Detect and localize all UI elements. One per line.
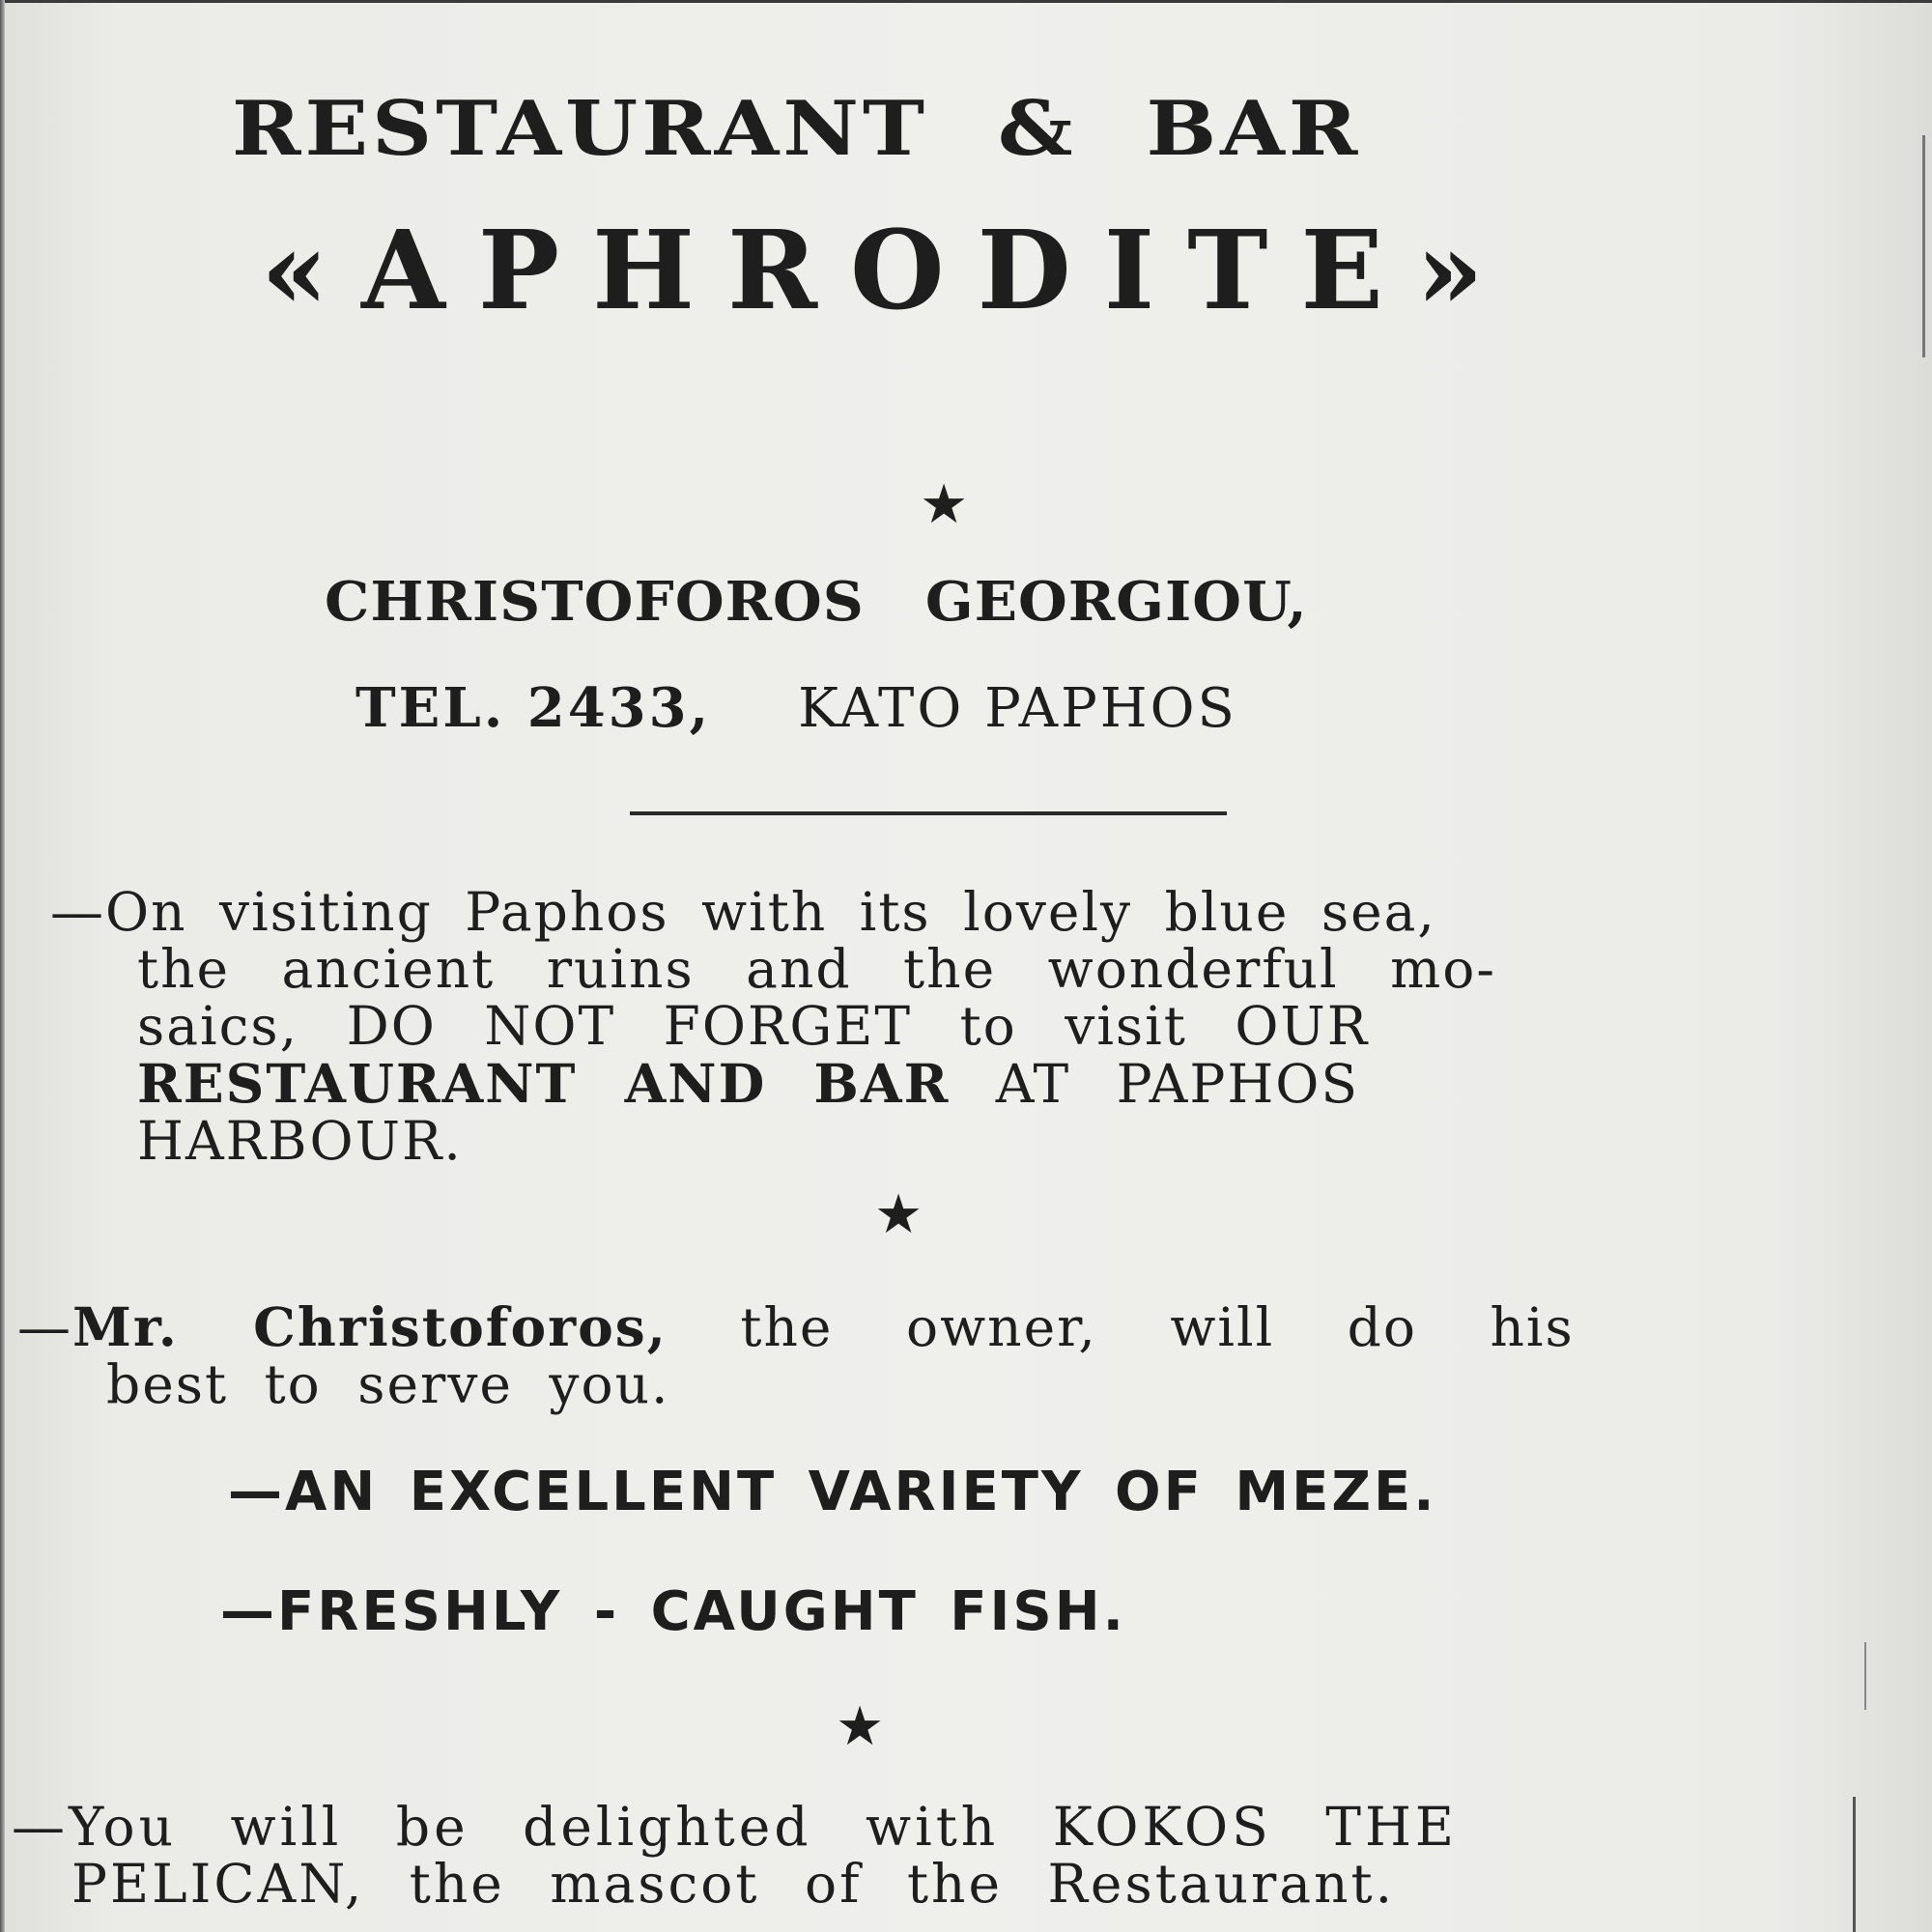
- para1-line3: saics, DO NOT FORGET to visit OUR: [137, 995, 1370, 1057]
- feature-fish: —FRESHLY - CAUGHT FISH.: [220, 1580, 1126, 1643]
- divider-rule: [630, 811, 1227, 815]
- telephone: TEL. 2433,: [355, 676, 712, 740]
- para2-line1: [17, 1295, 1575, 1358]
- scan-edge-top: [0, 0, 1932, 3]
- owner-name: CHRISTOFOROS GEORGIOU,: [325, 570, 1308, 634]
- para2-line2: best to serve you.: [106, 1353, 670, 1415]
- para1-line1: —On visiting Paphos with its lovely blue sea,: [50, 881, 1436, 943]
- star-icon: ★: [874, 1183, 923, 1246]
- para2-owner-name: Mr. Christoforos,: [72, 1295, 668, 1358]
- para1-line4: [50, 1052, 1496, 1115]
- paragraph-visit: [50, 881, 1496, 1172]
- scan-edge-right: [1922, 135, 1925, 357]
- ad-title-line1: RESTAURANT & BAR: [232, 85, 1362, 173]
- para3-line1: —You will be delighted with KOKOS THE: [12, 1796, 1459, 1858]
- paragraph-owner: [17, 1295, 1575, 1415]
- para1-line5: HARBOUR.: [137, 1110, 463, 1172]
- location: KATO PAPHOS: [798, 677, 1237, 740]
- para1-line4-rest: AT PAPHOS: [950, 1053, 1360, 1115]
- contact-line: [355, 676, 1237, 740]
- para3-line2: PELICAN, the mascot of the Restaurant.: [71, 1853, 1396, 1915]
- paragraph-mascot: [12, 1796, 1459, 1915]
- ad-title-aphrodite: «APHRODITE»: [261, 208, 1517, 334]
- para1-line4-bold: RESTAURANT AND BAR: [137, 1052, 951, 1115]
- star-icon: ★: [836, 1695, 885, 1758]
- star-icon: ★: [920, 473, 969, 536]
- feature-meze: —AN EXCELLENT VARIETY OF MEZE.: [228, 1461, 1437, 1523]
- scan-edge-right-lower: [1853, 1797, 1856, 1932]
- scan-edge-left: [0, 0, 5, 1932]
- para1-line2: the ancient ruins and the wonderful mo-: [137, 938, 1496, 1000]
- para2-dash: —: [17, 1296, 72, 1358]
- scan-mark-right: [1864, 1642, 1866, 1710]
- para2-line1-rest: the owner, will do his: [667, 1296, 1575, 1358]
